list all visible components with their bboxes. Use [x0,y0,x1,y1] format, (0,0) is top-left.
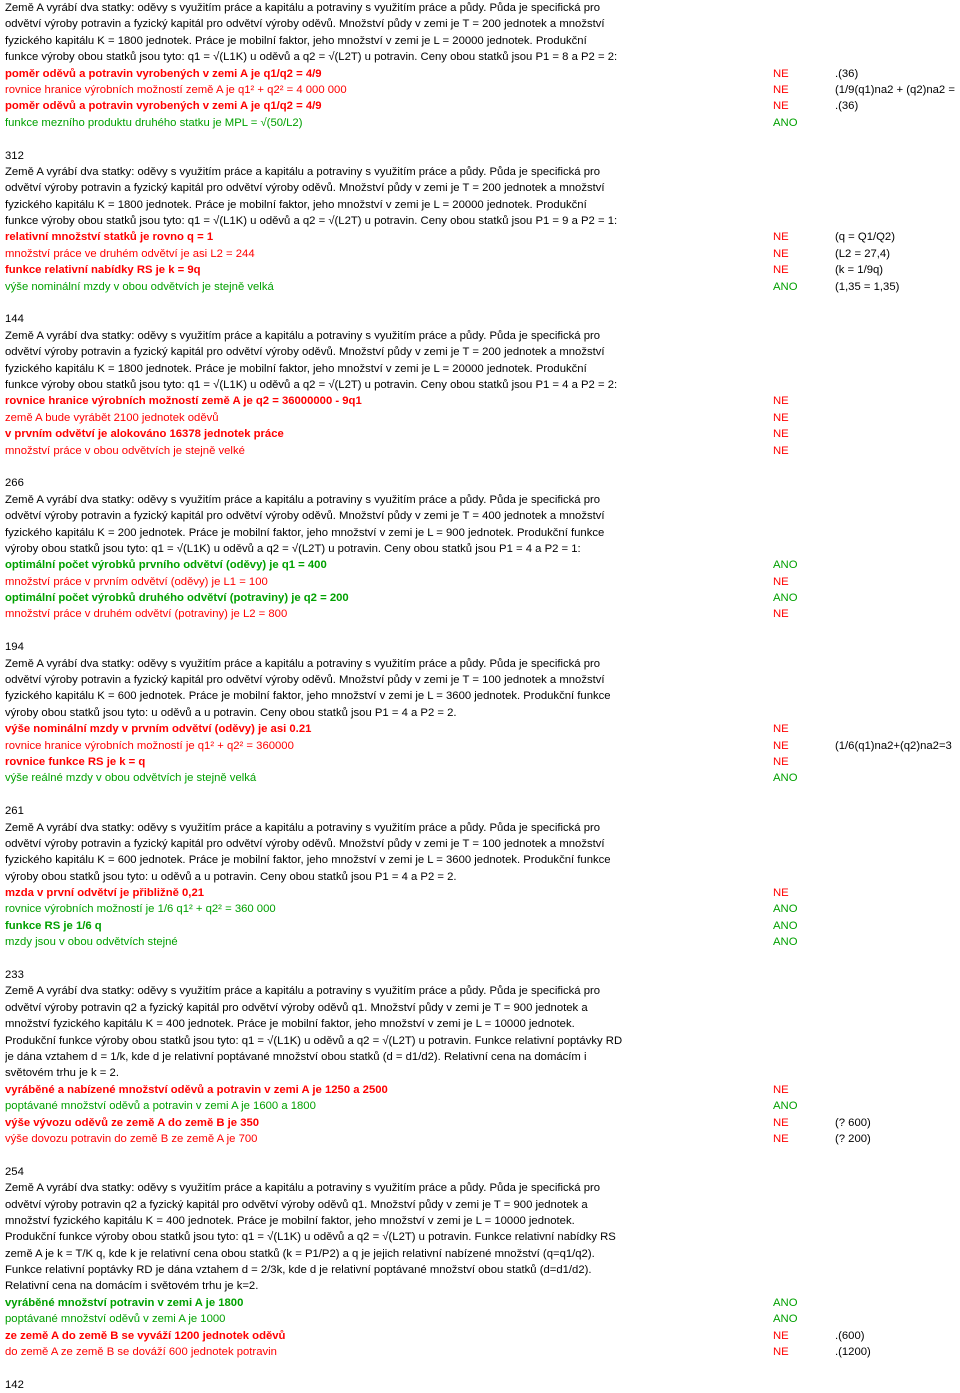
question-text-line: Produkční funkce výroby obou statků jsou tyto: q1 = √(L1K) u oděvů a q2 = √(L2T) u potravin. Funkce relativní poptávky RD [5,1034,623,1047]
answer-label: NE [773,411,789,424]
answer-label: ANO [773,919,798,932]
statement-text: výše nominální mzdy v obou odvětvích je stejně velká [5,280,274,293]
statement-row [5,934,960,950]
answer-label: NE [773,83,789,96]
statement-row [5,885,960,901]
answer-label: NE [773,575,789,588]
statement-text: poptávané množství oděvů v zemi A je 1000 [5,1313,226,1326]
answer-label: ANO [773,936,798,949]
answer-label: NE [773,739,789,752]
answer-note: (1/9(q1)na2 + (q2)na2 = [835,83,955,96]
statement-row [5,590,960,606]
question-text-line: světovém trhu je k = 2. [5,1067,119,1080]
answer-note: (k = 1/9q) [835,264,884,277]
statement-row [5,393,960,409]
answer-label: ANO [773,1100,798,1113]
statement-text: mzdy jsou v obou odvětvích stejné [5,936,178,949]
statement-row [5,443,960,459]
answer-label: NE [773,887,789,900]
question-block [5,1164,960,1377]
statement-row [5,410,960,426]
block-gap [5,1360,960,1376]
statement-text: množství práce v prvním odvětví (oděvy) je L1 = 100 [5,575,268,588]
answer-label: NE [773,1346,789,1359]
question-block [5,475,960,639]
block-gap [5,1147,960,1163]
question-text-line: odvětví výroby potravin a fyzický kapitál pro odvětví výroby oděvů. Množství půdy v zemi je T = 100 jednotek a množství [5,674,605,687]
statement-text: výše dovozu potravin do země B ze země A je 700 [5,1132,258,1145]
statement-text: optimální počet výrobků druhého odvětví (potraviny) je q2 = 200 [5,592,349,605]
answer-label: NE [773,247,789,260]
answer-label: NE [773,231,789,244]
question-text-line: je dána vztahem d = 1/k, kde d je relativní poptávané množství obou statků (d = d1/d2). Relativní cena na domácím i [5,1051,587,1063]
question-number: 233 [5,969,24,982]
answer-note: .(36) [835,100,859,113]
question-text-line: odvětví výroby potravin a fyzický kapitál pro odvětví výroby oděvů. Množství půdy v zemi je T = 400 jednotek a množství [5,510,605,523]
statement-row [5,901,960,917]
statement-text: optimální počet výrobků prvního odvětví (oděvy) je q1 = 400 [5,559,327,572]
statement-text: množství práce v druhém odvětví (potraviny) je L2 = 800 [5,608,288,621]
statement-row [5,98,960,114]
question-text-line: výroby obou statků jsou tyto: q1 = √(L1K) u oděvů a q2 = √(L2T) u potravin. Ceny obou statků jsou P1 = 4 a P2 = 1: [5,542,581,555]
question-text-line: odvětví výroby potravin q2 a fyzický kapitál pro odvětví výroby oděvů q1. Množství půdy v zemi je T = 900 jednotek a [5,1001,588,1014]
question-block [5,639,960,803]
statement-row [5,721,960,737]
statement-row [5,1115,960,1131]
answer-label: ANO [773,772,798,785]
statement-text: poptávané množství oděvů a potravin v zemi A je 1600 a 1800 [5,1100,316,1113]
statement-row [5,1082,960,1098]
statement-text: ze země A do země B se vyváží 1200 jednotek oděvů [5,1329,286,1342]
answer-label: NE [773,755,789,768]
answer-label: ANO [773,592,798,605]
question-number: 142 [5,1378,24,1391]
statement-text: země A bude vyrábět 2100 jednotek oděvů [5,411,219,424]
answer-label: NE [773,1116,789,1129]
answer-label: NE [773,1083,789,1096]
question-text-line: Země A vyrábí dva statky: oděvy s využitím práce a kapitálu a potraviny s využitím práce a půdy. Půda je specifická pro [5,657,601,670]
statement-text: funkce RS je 1/6 q [5,919,102,932]
statement-text: do země A ze země B se dováží 600 jednotek potravin [5,1346,277,1359]
statement-text: výše vývozu oděvů ze země A do země B je 350 [5,1116,260,1129]
question-block [5,0,960,148]
statement-text: rovnice funkce RS je k = q [5,755,146,768]
statement-row [5,279,960,295]
answer-label: ANO [773,280,798,293]
statement-row [5,1328,960,1344]
statement-text: množství práce ve druhém odvětví je asi L2 = 244 [5,247,255,260]
statement-text: v prvním odvětví je alokováno 16378 jednotek práce [5,428,284,441]
question-text-line: fyzického kapitálu K = 1800 jednotek. Práce je mobilní faktor, jeho množství v zemi je L = 20000 jednotek. Produkční [5,34,587,47]
statement-row [5,918,960,934]
statement-row [5,115,960,131]
question-number: 261 [5,805,24,818]
statement-row [5,1295,960,1311]
answer-label: NE [773,1132,789,1145]
statement-row [5,229,960,245]
question-text-line: fyzického kapitálu K = 1800 jednotek. Práce je mobilní faktor, jeho množství v zemi je L = 20000 jednotek. Produkční [5,362,587,375]
statement-row [5,770,960,786]
statement-row [5,1098,960,1114]
question-block [5,967,960,1164]
statement-text: množství práce v obou odvětvích je stejně velké [5,444,245,457]
question-number: 312 [5,149,24,162]
answer-note: (1/6(q1)na2+(q2)na2=3 [835,739,952,752]
statement-text: výše nominální mzdy v prvním odvětví (oděvy) je asi 0.21 [5,723,312,736]
answer-note: (q = Q1/Q2) [835,231,895,244]
question-text-line: fyzického kapitálu K = 600 jednotek. Práce je mobilní faktor, jeho množství v zemi je L = 3600 jednotek. Produkční funkce [5,690,611,703]
question-text-line: Produkční funkce výroby obou statků jsou tyto: q1 = √(L1K) u oděvů a q2 = √(L2T) u potravin. Funkce relativní nabídky RS [5,1231,616,1244]
statement-row [5,1344,960,1360]
question-text-line: země A je k = T/K q, kde k je relativní cena obou statků (k = P1/P2) a q je jejich relativní nabízené množství (q=q1/q2). [5,1247,595,1260]
statement-text: funkce relativní nabídky RS je k = 9q [5,264,201,277]
exam-questions-document [5,0,960,1393]
answer-label: NE [773,67,789,80]
question-text-line: odvětví výroby potravin a fyzický kapitál pro odvětví výroby oděvů. Množství půdy v zemi je T = 200 jednotek a množství [5,182,605,195]
answer-label: NE [773,608,789,621]
question-text-line: množství fyzického kapitálu K = 400 jednotek. Práce je mobilní faktor, jeho množství v zemi je L = 10000 jednotek. [5,1214,575,1227]
answer-label: ANO [773,116,798,129]
answer-label: NE [773,1329,789,1342]
question-text-line: Funkce relativní poptávky RD je dána vztahem d = 2/3k, kde d je relativní poptávané množství obou statků (d=d1/d2). [5,1264,592,1277]
statement-row [5,262,960,278]
question-block [5,803,960,967]
question-number: 144 [5,313,24,326]
question-text-line: množství fyzického kapitálu K = 400 jednotek. Práce je mobilní faktor, jeho množství v zemi je L = 10000 jednotek. [5,1018,575,1031]
statement-text: rovnice hranice výrobních možností je q1² + q2² = 360000 [5,739,294,752]
statement-row [5,426,960,442]
question-block [5,311,960,475]
answer-label: NE [773,723,789,736]
statement-text: rovnice hranice výrobních možností země A je q2 = 36000000 - 9q1 [5,395,362,408]
question-text-line: Země A vyrábí dva statky: oděvy s využitím práce a kapitálu a potraviny s využitím práce a půdy. Půda je specifická pro [5,2,601,14]
statement-text: rovnice hranice výrobních možností země A je q1² + q2² = 4 000 000 [5,83,347,96]
answer-note: .(36) [835,67,859,80]
statement-row [5,246,960,262]
question-block [5,148,960,312]
answer-label: NE [773,264,789,277]
statement-row [5,66,960,82]
question-text-line: fyzického kapitálu K = 600 jednotek. Práce je mobilní faktor, jeho množství v zemi je L = 3600 jednotek. Produkční funkce [5,854,611,867]
answer-label: NE [773,100,789,113]
statement-text: rovnice výrobních možností je 1/6 q1² + q2² = 360 000 [5,903,276,916]
question-text-line: odvětví výroby potravin a fyzický kapitál pro odvětví výroby oděvů. Množství půdy v zemi je T = 200 jednotek a množství [5,18,605,31]
statement-row [5,557,960,573]
answer-note: .(1200) [835,1346,871,1359]
statement-row [5,574,960,590]
statement-row [5,606,960,622]
answer-label: NE [773,444,789,457]
answer-label: ANO [773,1296,798,1309]
statement-text: poměr oděvů a potravin vyrobených v zemi A je q1/q2 = 4/9 [5,67,322,80]
statement-row [5,1131,960,1147]
answer-label: NE [773,395,789,408]
question-text-line: odvětví výroby potravin q2 a fyzický kapitál pro odvětví výroby oděvů q1. Množství půdy v zemi je T = 900 jednotek a [5,1198,588,1211]
statement-row [5,1311,960,1327]
block-gap [5,131,960,147]
statement-text: vyráběné množství potravin v zemi A je 1800 [5,1296,244,1309]
block-gap [5,459,960,475]
question-text-line: Země A vyrábí dva statky: oděvy s využitím práce a kapitálu a potraviny s využitím práce a půdy. Půda je specifická pro [5,329,601,342]
statement-text: mzda v první odvětví je přibližně 0,21 [5,887,205,900]
block-gap [5,295,960,311]
question-text-line: Země A vyrábí dva statky: oděvy s využitím práce a kapitálu a potraviny s využitím práce a půdy. Půda je specifická pro [5,165,601,178]
answer-label: ANO [773,1313,798,1326]
answer-note: (1,35 = 1,35) [835,280,900,293]
answer-note: (L2 = 27,4) [835,247,890,260]
statement-row [5,738,960,754]
answer-label: ANO [773,559,798,572]
question-text-line: Země A vyrábí dva statky: oděvy s využitím práce a kapitálu a potraviny s využitím práce a půdy. Půda je specifická pro [5,1182,601,1195]
question-number: 266 [5,477,24,490]
answer-note: (? 200) [835,1132,871,1145]
block-gap [5,787,960,803]
statement-text: vyráběné a nabízené množství oděvů a potravin v zemi A je 1250 a 2500 [5,1083,388,1096]
statement-text: poměr oděvů a potravin vyrobených v zemi A je q1/q2 = 4/9 [5,100,322,113]
statement-text: relativní množství statků je rovno q = 1 [5,231,214,244]
answer-note: .(600) [835,1329,865,1342]
block-gap [5,623,960,639]
question-text-line: fyzického kapitálu K = 1800 jednotek. Práce je mobilní faktor, jeho množství v zemi je L = 20000 jednotek. Produkční [5,198,587,211]
question-text-line: Země A vyrábí dva statky: oděvy s využitím práce a kapitálu a potraviny s využitím práce a půdy. Půda je specifická pro [5,821,601,834]
answer-label: ANO [773,903,798,916]
question-text-line: fyzického kapitálu K = 200 jednotek. Práce je mobilní faktor, jeho množství v zemi je L = 900 jednotek. Produkční funkce [5,526,605,539]
question-number: 254 [5,1165,24,1178]
question-text-line: Země A vyrábí dva statky: oděvy s využitím práce a kapitálu a potraviny s využitím práce a půdy. Půda je specifická pro [5,493,601,506]
question-text-line: funkce výroby obou statků jsou tyto: q1 = √(L1K) u oděvů a q2 = √(L2T) u potravin. Ceny obou statků jsou P1 = 4 a P2 = 2: [5,378,618,391]
statement-text: funkce mezního produktu druhého statku je MPL = √(50/L2) [5,116,303,129]
question-text-line: funkce výroby obou statků jsou tyto: q1 = √(L1K) u oděvů a q2 = √(L2T) u potravin. Ceny obou statků jsou P1 = 9 a P2 = 1: [5,215,618,228]
statement-row [5,82,960,98]
question-text-line: Relativní cena na domácím i světovém trhu je k=2. [5,1280,259,1293]
question-text-line: funkce výroby obou statků jsou tyto: q1 = √(L1K) u oděvů a q2 = √(L2T) u potravin. Ceny obou statků jsou P1 = 8 a P2 = 2: [5,51,618,64]
question-number: 194 [5,641,24,654]
question-text-line: výroby obou statků jsou tyto: u oděvů a u potravin. Ceny obou statků jsou P1 = 4 a P2 = 2. [5,870,457,883]
block-gap [5,951,960,967]
question-text-line: výroby obou statků jsou tyto: u oděvů a u potravin. Ceny obou statků jsou P1 = 4 a P2 = 2. [5,706,457,719]
answer-note: (? 600) [835,1116,871,1129]
question-text-line: odvětví výroby potravin a fyzický kapitál pro odvětví výroby oděvů. Množství půdy v zemi je T = 100 jednotek a množství [5,837,605,850]
question-text-line: Země A vyrábí dva statky: oděvy s využitím práce a kapitálu a potraviny s využitím práce a půdy. Půda je specifická pro [5,985,601,998]
answer-label: NE [773,428,789,441]
statement-row [5,754,960,770]
question-text-line: odvětví výroby potravin a fyzický kapitál pro odvětví výroby oděvů. Množství půdy v zemi je T = 200 jednotek a množství [5,346,605,359]
statement-text: výše reálné mzdy v obou odvětvích je stejně velká [5,772,257,785]
